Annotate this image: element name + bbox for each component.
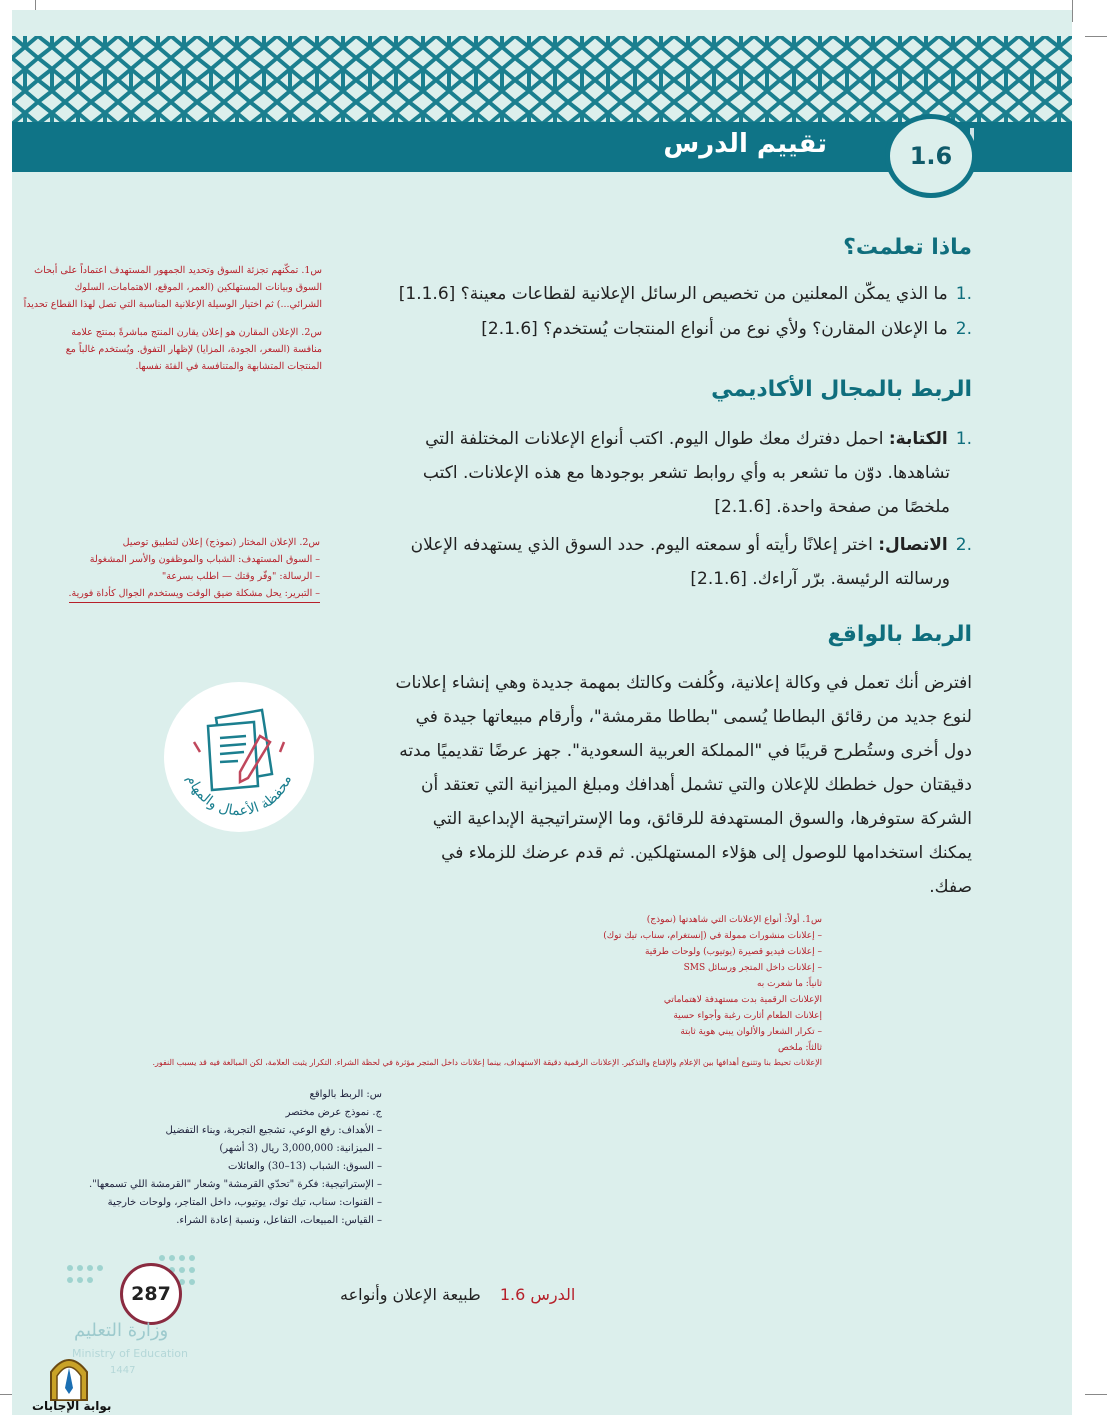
- real-world-paragraph: [340, 666, 972, 904]
- ministry-name-en: Ministry of Education: [72, 1347, 189, 1360]
- note-line: – إعلانات داخل المتجر ورسائل SMS: [683, 963, 822, 973]
- note-line: – التبرير: يحل مشكلة ضيق الوقت ويستخدم الجوال كأداة فورية.: [68, 588, 320, 599]
- ministry-name-ar: وزارة التعليم: [74, 1320, 169, 1341]
- note-line: – السوق: الشباب (13–30) والعائلات: [228, 1161, 382, 1172]
- note-line: – السوق المستهدف: الشباب والموظفون والأسر المشغولة: [89, 554, 320, 565]
- academic-item-2: [332, 528, 972, 596]
- ministry-year: 1447: [110, 1365, 136, 1376]
- question-number: .1: [955, 284, 972, 304]
- lesson-number-badge: 1.6: [885, 114, 977, 198]
- handwritten-note-3: [69, 534, 320, 603]
- item-line: تشاهدها. دوّن ما تشعر به وأي روابط تشعر بوجودها مع هذه الإعلانات. اكتب: [422, 463, 950, 483]
- footer-lesson-ref: [340, 1285, 575, 1304]
- item-label: الاتصال:: [878, 535, 948, 555]
- page-number: 287: [120, 1263, 182, 1325]
- note-line: إعلانات الطعام أثارت رغبة وأجواء حسية: [673, 1011, 822, 1021]
- note-line: ثالثاً: ملخص: [778, 1043, 822, 1053]
- section-heading-real-world: الربط بالواقع: [827, 622, 972, 647]
- portfolio-documents-icon: [164, 682, 314, 832]
- item-line: ملخصًا من صفحة واحدة. [2.1.6]: [714, 497, 950, 517]
- handwritten-note-4: [603, 912, 822, 1056]
- question-2: [481, 319, 972, 339]
- paragraph-line: الشركة ستوفرها، والسوق المستهدفة للرقائق، وما الإستراتيجية الإبداعية التي: [432, 809, 972, 829]
- item-number: .1: [955, 429, 972, 449]
- note-line: ثانياً: ما شعرت به: [756, 979, 822, 989]
- paragraph-line: دقيقتان حول خططك للإعلان والتي تشمل أهدافك ومبلغ الميزانية التي تعتقد أن: [421, 775, 972, 795]
- answers-gate-logo-icon: [46, 1350, 92, 1402]
- note-line: – الرسالة: "وفّر وقتك — اطلب بسرعة": [161, 571, 320, 582]
- section-heading-academic: الربط بالمجال الأكاديمي: [711, 377, 972, 402]
- note-line: السوق وبيانات المستهلكين (العمر، الموقع، الاهتمامات، السلوك: [74, 282, 322, 293]
- islamic-pattern-banner: [12, 36, 1072, 124]
- item-line: ورسالته الرئيسة. برّر آراءك. [2.1.6]: [690, 569, 950, 589]
- handwritten-note-2: [66, 324, 322, 375]
- note-line: س2. الإعلان المقارن هو إعلان يقارن المنتج مباشرةً بمنتج علامة: [71, 327, 322, 338]
- paragraph-line: لنوع جديد من رقائق البطاطا يُسمى "بطاطا مقرمشة"، وأرقام مبيعاتها جيدة في: [415, 707, 972, 727]
- note-line: منافسة (السعر، الجودة، المزايا) لإظهار التفوق. ويُستخدم غالباً مع: [65, 344, 322, 355]
- note-line: الإعلانات الرقمية بدت مستهدفة لاهتماماتي: [663, 995, 822, 1005]
- footer-lesson-title: طبيعة الإعلان وأنواعه: [340, 1285, 481, 1304]
- note-line: – الإستراتيجية: فكرة "تحدّي القرمشة" وشعار "القرمشة اللي تسمعها".: [89, 1179, 382, 1190]
- question-number: .2: [955, 319, 972, 339]
- page: [12, 10, 1072, 1415]
- note-line: – الأهداف: رفع الوعي، تشجيع التجربة، وبناء التفضيل: [165, 1125, 382, 1136]
- answers-gate-label[interactable]: بوابة الإجابات: [32, 1399, 112, 1413]
- item-line: احمل دفترك معك طوال اليوم. اكتب أنواع الإعلانات المختلفة التي: [425, 429, 884, 449]
- item-label: الكتابة:: [888, 429, 948, 449]
- handwritten-note-5: [89, 1086, 382, 1230]
- paragraph-line: يمكنك استخدامها للوصول إلى هؤلاء المستهلكين. ثم قدم عرضك للزملاء في: [441, 843, 972, 863]
- portfolio-badge: [164, 682, 314, 832]
- question-1: [399, 284, 972, 304]
- academic-item-1: [332, 422, 972, 524]
- note-line: – إعلانات منشورات ممولة في (إنستغرام، سناب، تيك توك): [603, 931, 822, 941]
- note-line: س2. الإعلان المختار (نموذج) إعلان لتطبيق توصيل: [122, 537, 320, 548]
- note-line: المنتجات المتشابهة والمتنافسة في الفئة نفسها.: [135, 361, 322, 372]
- handwritten-note-1: [24, 262, 322, 313]
- paragraph-line: صفك.: [929, 877, 972, 897]
- item-number: .2: [955, 535, 972, 555]
- handwritten-summary-line: الإعلانات تحيط بنا وتتنوع أهدافها بين الإعلام والإقناع والتذكير. الإعلانات الرقمية دقيقة الاستهداف، بينما إعلانات داخل المتجر مؤثرة في لحظة الشراء. التكرار يثبت العلامة، لكن المبالغة فيه قد يسبب النفور.: [152, 1058, 822, 1067]
- lesson-title: تقييم الدرس: [663, 129, 827, 159]
- note-line: – الميزانية: 3,000,000 ريال (3 أشهر): [219, 1143, 382, 1154]
- note-line: س1. أولاً: أنواع الإعلانات التي شاهدتها (نموذج): [646, 915, 822, 925]
- note-line: – القنوات: سناب، تيك توك، يوتيوب، داخل المتاجر، ولوحات خارجية: [107, 1197, 382, 1208]
- note-line: ج. نموذج عرض مختصر: [285, 1107, 382, 1118]
- question-text: ما الإعلان المقارن؟ ولأي نوع من أنواع المنتجات يُستخدم؟ [2.1.6]: [481, 319, 948, 339]
- item-line: اختر إعلانًا رأيته أو سمعته اليوم. حدد السوق الذي يستهدفه الإعلان: [410, 535, 873, 555]
- note-line: – تكرار الشعار والألوان يبني هوية ثابتة: [680, 1027, 822, 1037]
- badge-label: محفظة الأعمال والمهام: [183, 772, 295, 820]
- note-line: – القياس: المبيعات، التفاعل، ونسبة إعادة الشراء.: [176, 1215, 382, 1226]
- note-line: الشرائي...) ثم اختيار الوسيلة الإعلانية المناسبة التي تصل لهذا القطاع تحديداً: [23, 299, 322, 310]
- note-line: س: الربط بالواقع: [309, 1089, 382, 1100]
- footer-lesson-label: الدرس: [530, 1285, 576, 1304]
- section-heading-what-learned: ماذا تعلمت؟: [843, 235, 972, 260]
- footer-lesson-number: 1.6: [499, 1285, 526, 1304]
- paragraph-line: افترض أنك تعمل في وكالة إعلانية، وكُلفت وكالتك بمهمة جديدة وهي إنشاء إعلانات: [395, 673, 972, 693]
- note-line: س1. تمكّنهم تجزئة السوق وتحديد الجمهور المستهدف اعتماداً على أبحاث: [34, 265, 322, 276]
- note-line: – إعلانات فيديو قصيرة (يوتيوب) ولوحات طرقية: [644, 947, 822, 957]
- paragraph-line: دول أخرى وستُطرح قريبًا في "المملكة العربية السعودية". جهز عرضًا تقديميًا مدته: [399, 741, 972, 761]
- question-text: ما الذي يمكّن المعلنين من تخصيص الرسائل الإعلانية لقطاعات معينة؟ [1.1.6]: [398, 284, 948, 304]
